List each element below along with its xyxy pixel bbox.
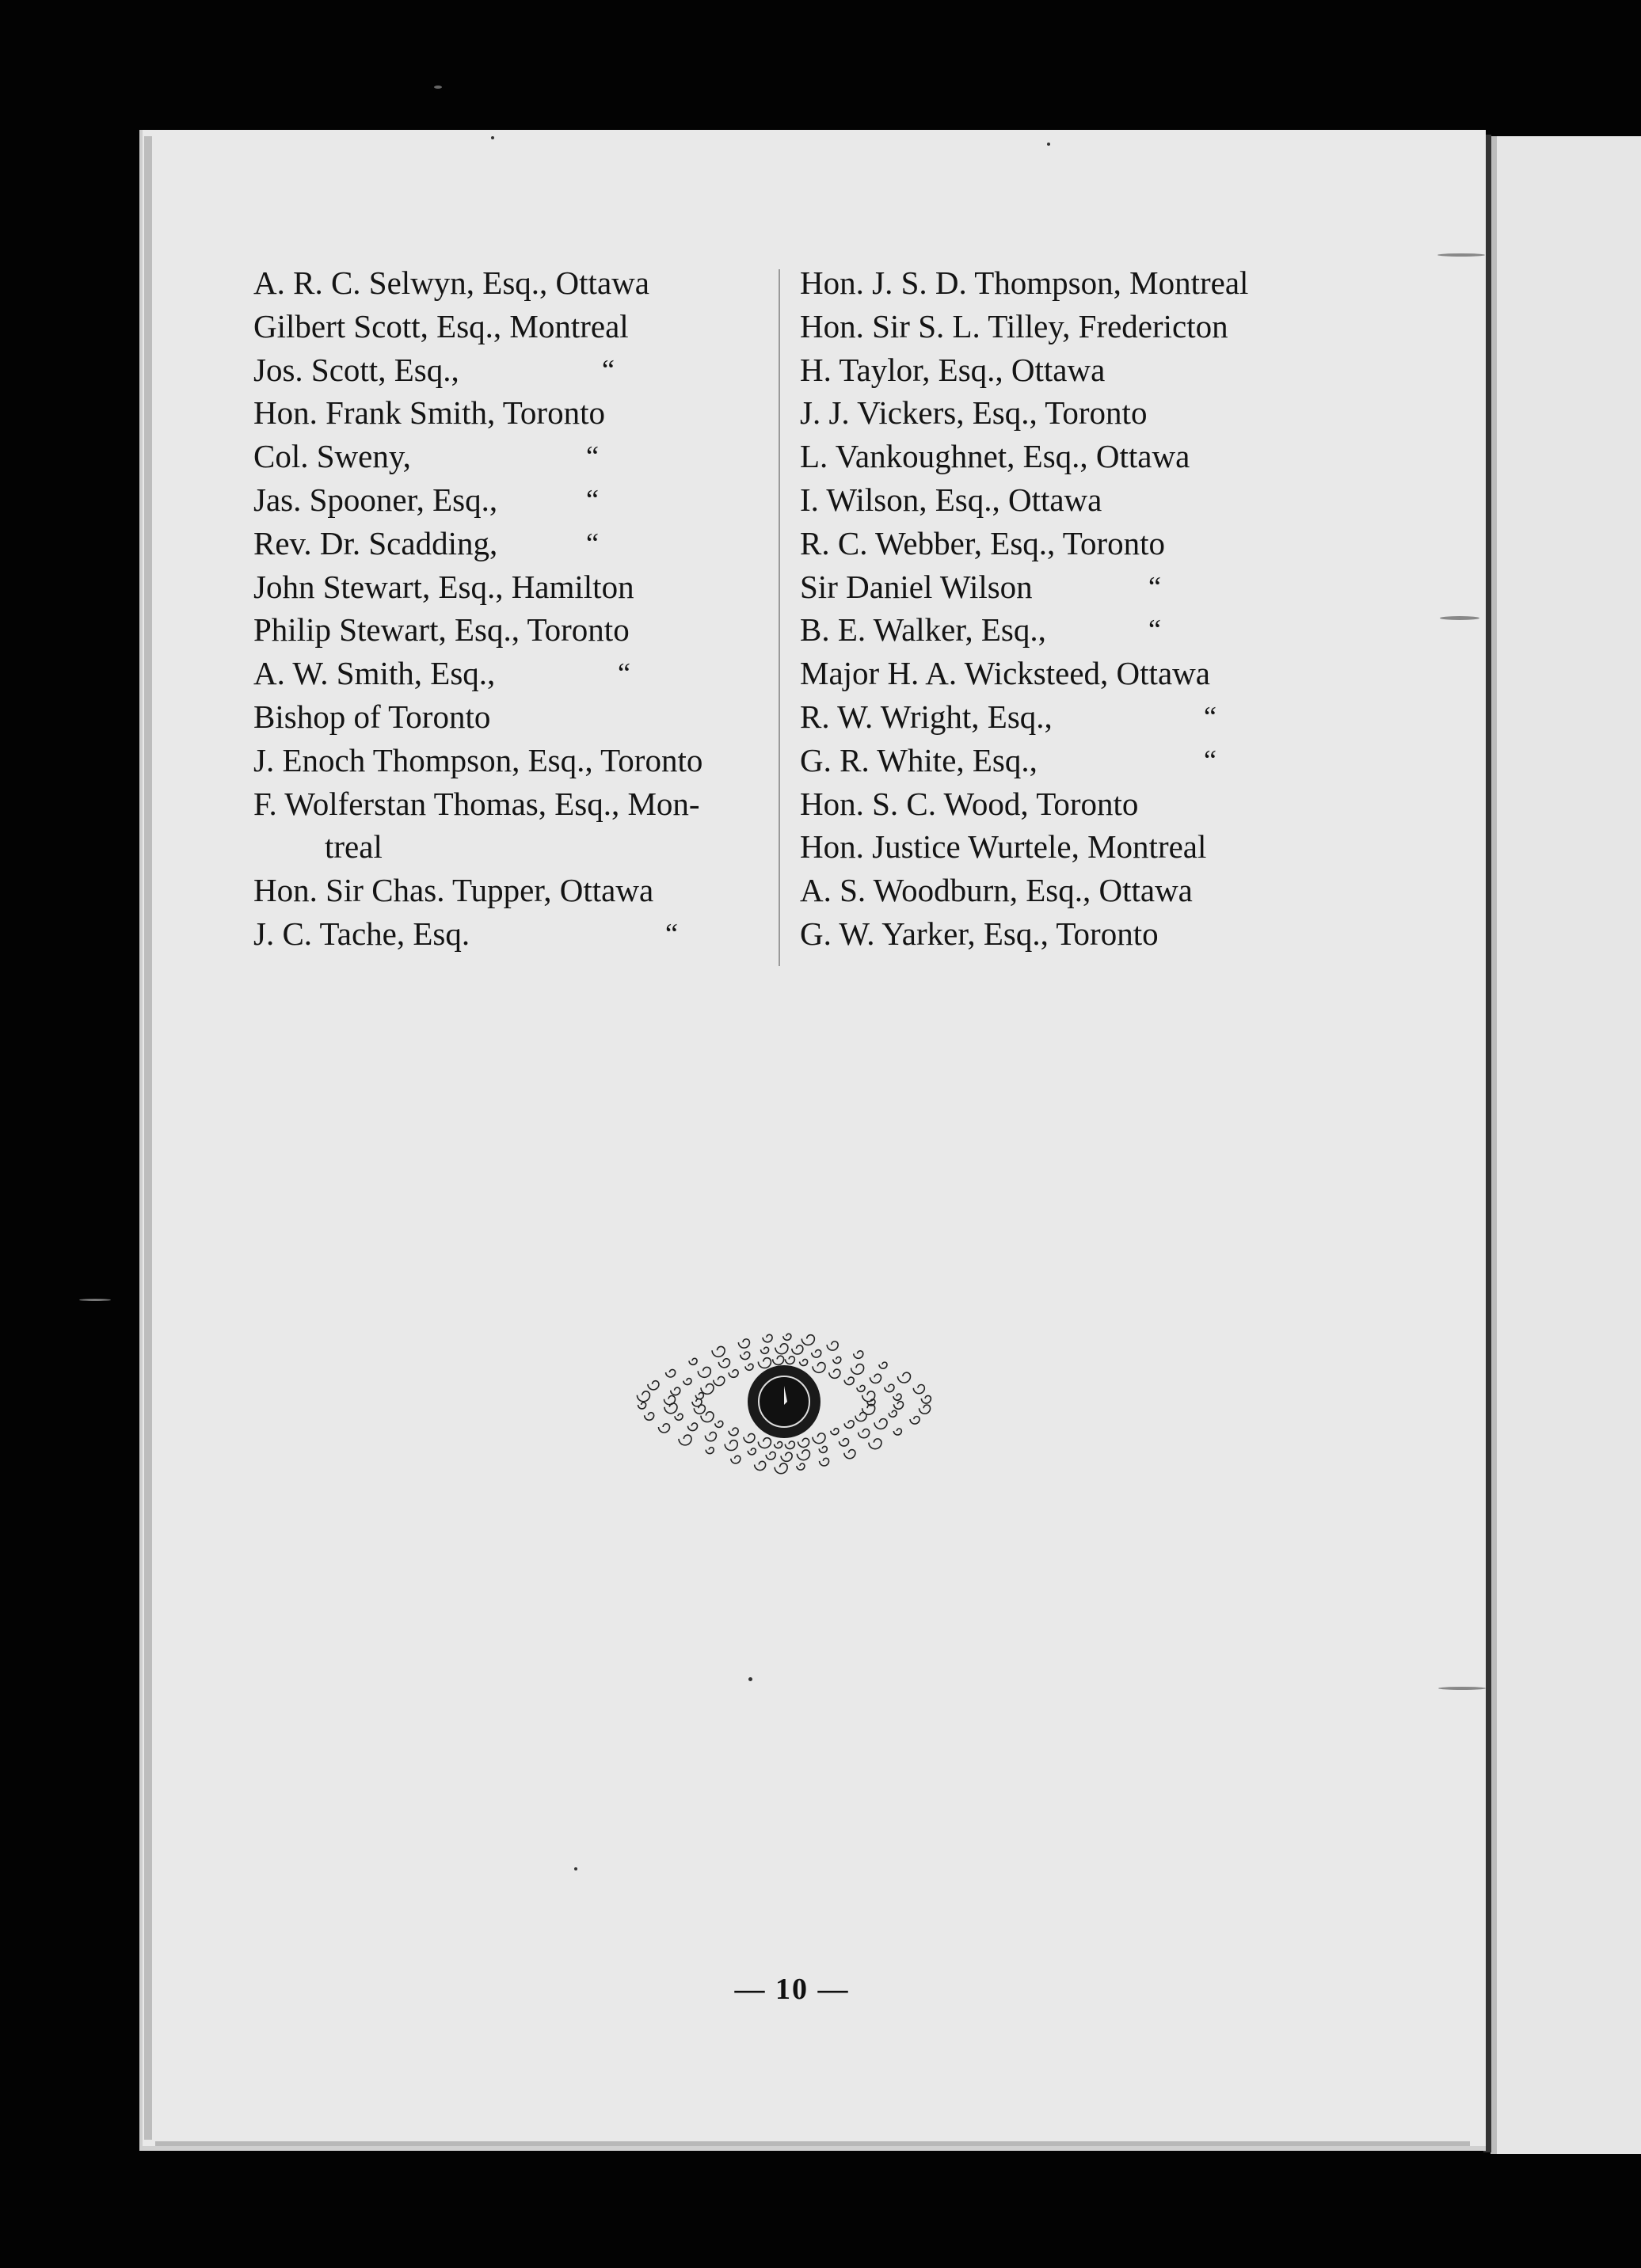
scroll-curl [862, 1391, 875, 1402]
scroll-curl [894, 1402, 904, 1410]
scroll-curl [831, 1429, 839, 1435]
scroll-curl [913, 1384, 924, 1393]
scroll-curl [675, 1414, 683, 1420]
name-entry-text: H. Taylor, Esq., Ottawa [800, 351, 1106, 388]
name-entry [800, 348, 1449, 392]
scroll-curl [919, 1405, 931, 1414]
scroll-curl [921, 1395, 931, 1403]
speck [491, 136, 494, 139]
scroll-curl [666, 1369, 676, 1377]
scroll-curl [781, 1452, 792, 1461]
name-entry [800, 825, 1449, 869]
scroll-curl [689, 1358, 697, 1364]
scroll-curl [688, 1423, 698, 1431]
name-entry [253, 869, 768, 912]
scroll-curl [879, 1362, 887, 1368]
name-entry [253, 391, 768, 435]
scroll-curl [827, 1341, 838, 1350]
adjacent-page [1491, 136, 1641, 2154]
scroll-curl [714, 1376, 725, 1385]
scroll-curl [745, 1364, 753, 1370]
scroll-curl [829, 1369, 840, 1378]
scroll-curl [775, 1344, 788, 1354]
ditto-mark: “ [1148, 614, 1161, 646]
scroll-curl [910, 1417, 919, 1425]
name-entry [800, 305, 1449, 348]
name-entry-text: Hon. Frank Smith, Toronto [253, 394, 605, 432]
scroll-curl [857, 1385, 865, 1391]
scroll-curl [897, 1372, 910, 1383]
ditto-mark: “ [1148, 570, 1161, 603]
scroll-curl [664, 1396, 675, 1405]
name-entry [253, 782, 768, 826]
scroll-curl [859, 1429, 870, 1438]
scroll-curl [797, 1463, 805, 1470]
scroll-curl [854, 1351, 863, 1359]
name-entry [253, 739, 768, 782]
scroll-curl [729, 1428, 738, 1436]
name-entry-text: A. W. Smith, Esq., [253, 655, 496, 692]
name-entry-text: G. R. White, Esq., [800, 741, 1038, 778]
name-entry-text: Hon. S. C. Wood, Toronto [800, 785, 1139, 822]
name-entry [253, 348, 768, 392]
scroll-curl [812, 1350, 821, 1358]
scroll-curl [715, 1421, 723, 1427]
scan-mark [1440, 616, 1479, 620]
name-entry [800, 695, 1449, 739]
page-number: — 10 — [734, 1973, 850, 2006]
name-entry [800, 652, 1449, 695]
scroll-curl [731, 1456, 741, 1463]
name-entry-text: J. Enoch Thompson, Esq., Toronto [253, 741, 703, 778]
ditto-mark: “ [602, 353, 615, 386]
name-entry [253, 565, 768, 609]
ditto-mark: “ [586, 440, 599, 473]
scroll-curl [893, 1429, 901, 1435]
scroll-curl [851, 1364, 864, 1375]
scroll-curl [800, 1359, 808, 1365]
name-entry [800, 435, 1449, 478]
scroll-curl [870, 1374, 881, 1383]
name-entry-text: Hon. J. S. D. Thompson, Montreal [800, 264, 1249, 301]
name-entry-text: Rev. Dr. Scadding, [253, 524, 498, 561]
name-entry-text: Sir Daniel Wilson [800, 568, 1033, 605]
scroll-curl [766, 1452, 775, 1459]
name-entry [253, 608, 768, 652]
scroll-curl [819, 1446, 827, 1452]
scroll-curl [698, 1367, 710, 1377]
ditto-mark: “ [1204, 700, 1216, 733]
scroll-curl [637, 1391, 649, 1402]
scroll-curl [758, 1438, 771, 1448]
name-entry-text: L. Vankoughnet, Esq., Ottawa [800, 438, 1190, 475]
scroll-curl [844, 1421, 854, 1429]
scroll-curl [706, 1448, 714, 1454]
scroll-curl [725, 1440, 737, 1451]
scroll-curl [683, 1379, 691, 1385]
scroll-curl [718, 1359, 729, 1368]
name-entry-text: A. S. Woodburn, Esq., Ottawa [800, 872, 1193, 909]
scroll-curl [761, 1347, 769, 1353]
scroll-curl [798, 1438, 809, 1447]
scroll-curl [729, 1370, 738, 1378]
ditto-mark: “ [586, 483, 599, 516]
name-entry [253, 435, 768, 478]
name-entry-text: R. C. Webber, Esq., Toronto [800, 524, 1166, 561]
ditto-mark: “ [586, 527, 599, 559]
name-entry [253, 825, 768, 869]
scroll-curl [638, 1402, 646, 1409]
name-entry [800, 782, 1449, 826]
name-entry [800, 391, 1449, 435]
scroll-curl [738, 1339, 749, 1348]
scroll-curl [695, 1393, 703, 1399]
name-entry-text: G. W. Yarker, Esq., Toronto [800, 915, 1159, 952]
speck [574, 1867, 577, 1870]
scroll-curl [773, 1356, 784, 1364]
name-entry [253, 522, 768, 565]
scroll-curl [758, 1358, 771, 1368]
scroll-curl [741, 1352, 750, 1360]
name-entry [253, 261, 768, 305]
name-entry [800, 869, 1449, 912]
name-entry-text: Gilbert Scott, Esq., Montreal [253, 307, 629, 344]
speck [1047, 143, 1050, 146]
name-entry [800, 739, 1449, 782]
scroll-curl [869, 1439, 881, 1449]
scroll-curl [775, 1463, 787, 1474]
scan-mark [434, 86, 442, 89]
scroll-curl [844, 1377, 854, 1385]
scroll-curl [785, 1441, 794, 1449]
name-entry [253, 478, 768, 522]
scan-mark [79, 1299, 111, 1301]
scroll-curl [755, 1461, 766, 1470]
ditto-mark: “ [1204, 744, 1216, 776]
name-entry [800, 522, 1449, 565]
scroll-curl [813, 1363, 825, 1373]
name-entry-text: B. E. Walker, Esq., [800, 611, 1046, 649]
scroll-curl [748, 1448, 756, 1455]
scroll-curl [645, 1413, 654, 1421]
name-entry-text: John Stewart, Esq., Hamilton [253, 568, 634, 605]
name-entry [800, 478, 1449, 522]
scroll-curl [659, 1424, 670, 1433]
name-entry [253, 305, 768, 348]
name-entry-text: Col. Sweny, [253, 438, 411, 475]
scroll-curl [820, 1458, 829, 1466]
name-entry [800, 912, 1449, 956]
name-entry [800, 565, 1449, 609]
scroll-curl [833, 1357, 841, 1364]
name-entry-text: F. Wolferstan Thomas, Esq., Mon- [253, 785, 700, 822]
name-entry-text: Bishop of Toronto [253, 698, 491, 735]
scroll-curl [783, 1334, 791, 1340]
name-entry-text: Jos. Scott, Esq., [253, 351, 459, 388]
scroll-curl [893, 1394, 901, 1400]
name-entry-text: Jas. Spooner, Esq., [253, 481, 498, 518]
scroll-curl [797, 1450, 809, 1460]
floral-scroll-ornament [614, 1315, 954, 1489]
name-entry-text: Hon. Justice Wurtele, Montreal [800, 828, 1207, 866]
scroll-curl [813, 1433, 825, 1444]
scroll-curl [679, 1435, 691, 1445]
scroll-curl [844, 1450, 855, 1459]
name-entry-text: Philip Stewart, Esq., Toronto [253, 611, 630, 649]
names-column-right [800, 261, 1449, 956]
scroll-curl [885, 1384, 894, 1392]
name-entry-text: A. R. C. Selwyn, Esq., Ottawa [253, 264, 649, 301]
scroll-curl [785, 1357, 794, 1364]
scroll-curl [692, 1398, 702, 1406]
name-entry-text: Hon. Sir S. L. Tilley, Fredericton [800, 307, 1228, 344]
scroll-curl [705, 1432, 716, 1440]
scroll-curl [840, 1438, 849, 1446]
name-entry-text: Major H. A. Wicksteed, Ottawa [800, 655, 1210, 692]
ditto-mark: “ [618, 657, 630, 690]
name-entry [800, 261, 1449, 305]
name-entry [253, 912, 768, 956]
scroll-curl [712, 1346, 725, 1357]
scroll-curl [874, 1419, 887, 1429]
scan-mark [1438, 1687, 1486, 1690]
scroll-curl [671, 1387, 680, 1395]
speck [748, 1677, 752, 1681]
name-entry-text: I. Wilson, Esq., Ottawa [800, 481, 1102, 518]
name-entry-text: J. C. Tache, Esq. [253, 915, 470, 952]
name-entry-text: R. W. Wright, Esq., [800, 698, 1053, 735]
name-entry-text: treal [325, 828, 383, 866]
name-entry [253, 695, 768, 739]
scroll-curl [792, 1345, 803, 1354]
scroll-curl [775, 1442, 782, 1448]
scan-mark [1437, 253, 1485, 257]
ditto-mark: “ [665, 917, 678, 949]
names-column-left [253, 261, 768, 956]
column-divider [779, 269, 780, 966]
name-entry [253, 652, 768, 695]
scroll-curl [744, 1433, 755, 1442]
scroll-curl [801, 1335, 814, 1345]
scroll-curl [701, 1384, 714, 1395]
name-entry-text: J. J. Vickers, Esq., Toronto [800, 394, 1148, 432]
scroll-curl [763, 1334, 772, 1342]
scroll-curl [648, 1381, 659, 1390]
scroll-curl [889, 1410, 897, 1417]
name-entry [800, 608, 1449, 652]
name-entry-text: Hon. Sir Chas. Tupper, Ottawa [253, 872, 654, 909]
